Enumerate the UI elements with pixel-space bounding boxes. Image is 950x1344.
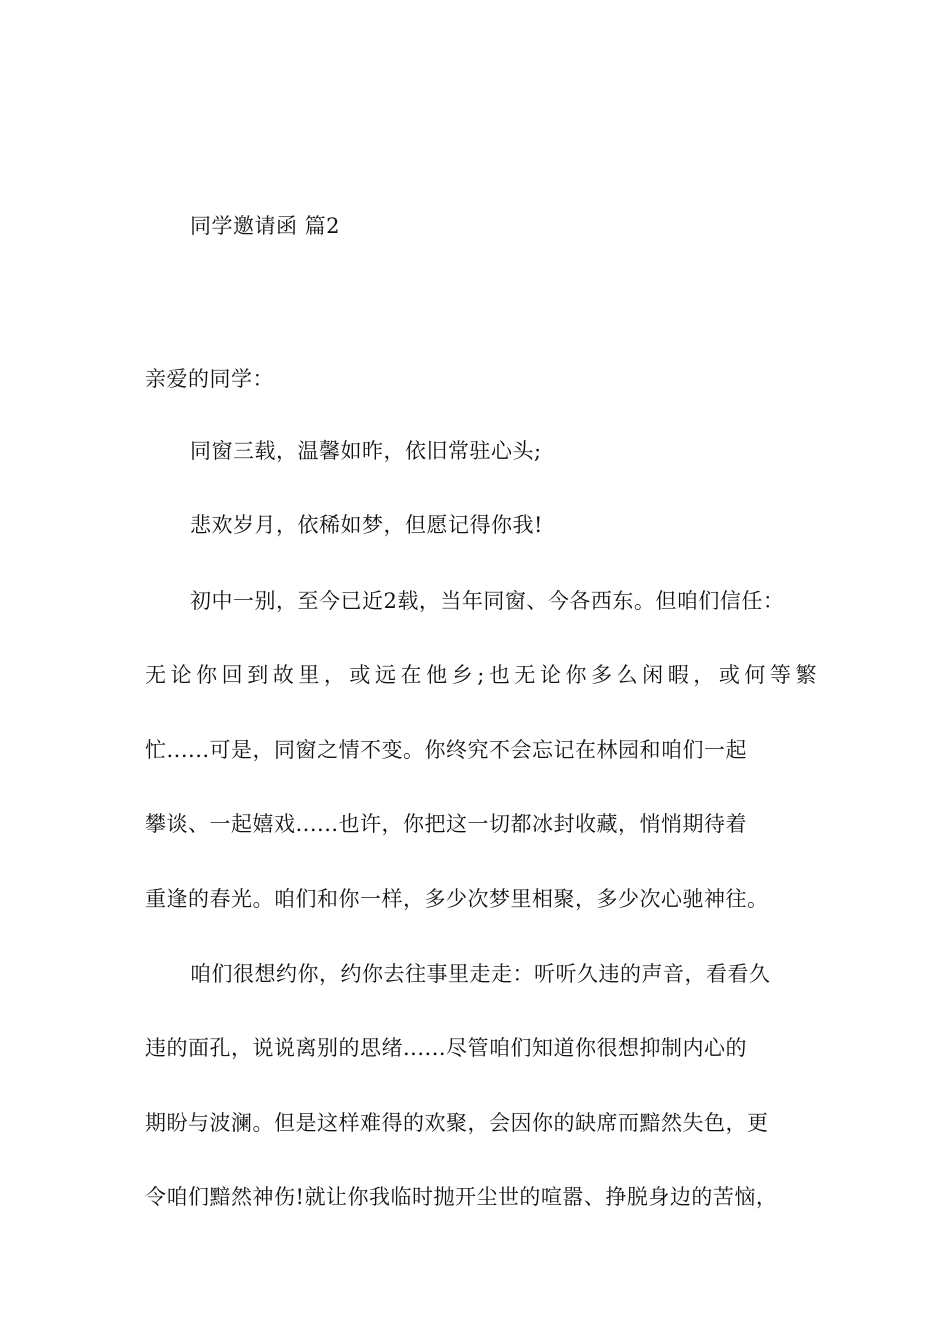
paragraph-line: 无论你回到故里，或远在他乡;也无论你多么闲暇，或何等繁 bbox=[145, 663, 817, 687]
paragraph-line: 同窗三载，温馨如昨，依旧常驻心头; bbox=[190, 439, 542, 463]
paragraph-line: 令咱们黯然神伤!就让你我临时抛开尘世的喧嚣、挣脱身边的苦恼， bbox=[145, 1185, 778, 1209]
paragraph-line: 重逢的春光。咱们和你一样，多少次梦里相聚，多少次心驰神往。 bbox=[145, 887, 769, 911]
paragraph-line: 违的面孔，说说离别的思绪......尽管咱们知道你很想抑制内心的 bbox=[145, 1036, 748, 1060]
paragraph-line: 悲欢岁月，依稀如梦，但愿记得你我! bbox=[190, 513, 543, 537]
paragraph-line: 攀谈、一起嬉戏......也许，你把这一切都冰封收藏，悄悄期待着 bbox=[145, 812, 748, 836]
salutation: 亲爱的同学： bbox=[145, 367, 274, 391]
paragraph-line: 忙......可是，同窗之情不变。你终究不会忘记在林园和咱们一起 bbox=[145, 738, 748, 762]
paragraph-line: 咱们很想约你，约你去往事里走走：听听久违的声音，看看久 bbox=[190, 962, 771, 986]
paragraph-line: 初中一别，至今已近2载，当年同窗、今各西东。但咱们信任： bbox=[190, 589, 785, 613]
document-heading: 同学邀请函 篇2 bbox=[190, 214, 341, 238]
paragraph-line: 期盼与波澜。但是这样难得的欢聚，会因你的缺席而黯然失色，更 bbox=[145, 1111, 769, 1135]
